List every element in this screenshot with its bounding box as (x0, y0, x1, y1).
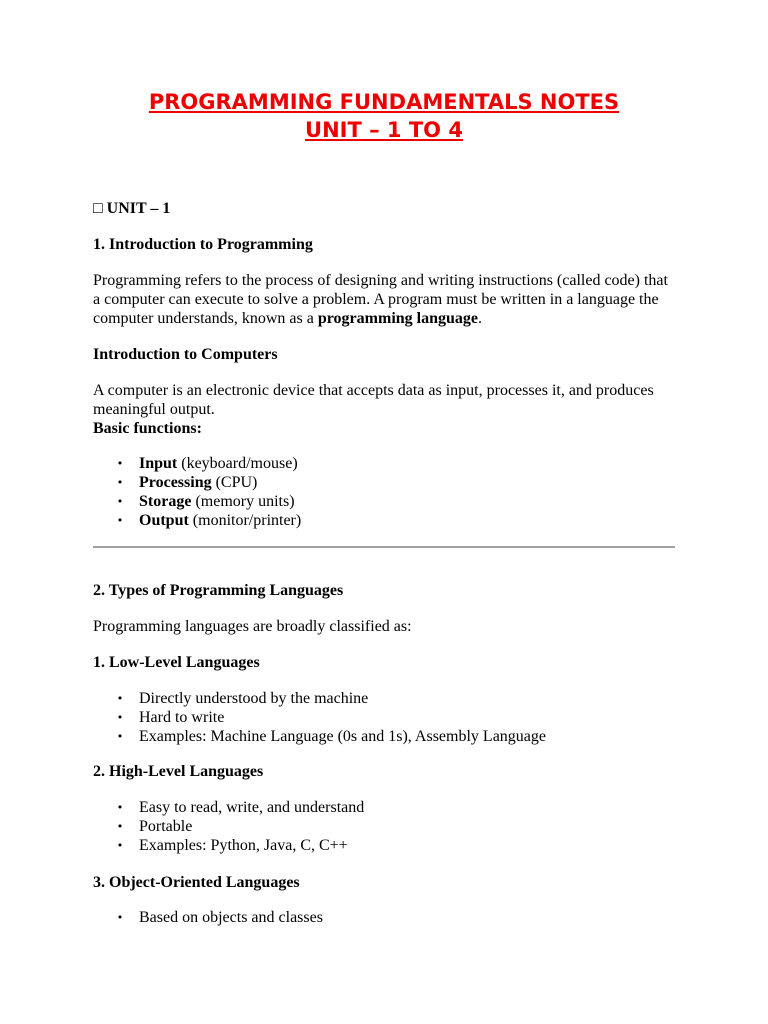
function-desc: (monitor/printer) (188, 512, 302, 529)
list-item (93, 908, 673, 927)
function-term: Processing (139, 474, 212, 491)
list-item (93, 473, 673, 492)
list-item-text: Examples: Python, Java, C, C++ (139, 837, 348, 854)
bullet-icon: • (116, 711, 124, 724)
list-item-text: Examples: Machine Language (0s and 1s), Assembly Language (139, 728, 546, 745)
bullet-icon: • (116, 457, 124, 470)
basic-functions-label: Basic functions: (93, 420, 202, 437)
bullet-icon: • (116, 476, 124, 489)
list-item-text: Directly understood by the machine (139, 690, 369, 707)
bullet-icon: • (116, 839, 124, 852)
section-heading-types: 2. Types of Programming Languages (93, 582, 344, 599)
types-intro: Programming languages are broadly classified as: (93, 618, 412, 635)
high-level-list (93, 798, 673, 855)
title-line-2: UNIT – 1 TO 4 (305, 118, 463, 142)
title-line-1: PROGRAMMING FUNDAMENTALS NOTES (148, 90, 620, 114)
list-item-text: Based on objects and classes (139, 909, 323, 926)
paragraph-text: Programming refers to the process of designing and writing instructions (called code) that a computer can execute to solve a problem. A program must be written in a language the computer understands, known as a (93, 272, 668, 327)
list-item (93, 798, 673, 817)
function-desc: (keyboard/mouse) (177, 455, 298, 472)
list-item (93, 511, 673, 530)
bullet-icon: • (116, 730, 124, 743)
unit-heading: □ UNIT – 1 (93, 200, 171, 217)
paragraph-bold-term: programming language (317, 310, 478, 327)
list-item (93, 492, 673, 511)
intro-computers-paragraph: A computer is an electronic device that accepts data as input, processes it, and produces meaningful output. (93, 382, 654, 418)
bullet-icon: • (116, 692, 124, 705)
bullet-icon: • (116, 820, 124, 833)
list-item (93, 708, 673, 727)
list-item (93, 689, 673, 708)
section-heading-intro-programming: 1. Introduction to Programming (93, 236, 313, 253)
oop-heading: 3. Object-Oriented Languages (93, 874, 300, 891)
section-heading-intro-computers: Introduction to Computers (93, 346, 278, 363)
bullet-icon: • (116, 514, 124, 527)
oop-list (93, 908, 673, 927)
list-item (93, 817, 673, 836)
function-desc: (CPU) (211, 474, 258, 491)
function-term: Output (139, 512, 189, 529)
paragraph-end: . (478, 310, 482, 327)
bullet-icon: • (116, 495, 124, 508)
intro-programming-paragraph (93, 271, 673, 328)
document-title (0, 88, 768, 144)
low-level-heading: 1. Low-Level Languages (93, 654, 260, 671)
low-level-list (93, 689, 673, 746)
list-item-text: Hard to write (139, 709, 225, 726)
list-item (93, 454, 673, 473)
list-item (93, 836, 673, 855)
function-term: Storage (139, 493, 192, 510)
function-term: Input (139, 455, 178, 472)
list-item (93, 727, 673, 746)
basic-functions-list (93, 454, 673, 530)
high-level-heading: 2. High-Level Languages (93, 763, 264, 780)
list-item-text: Portable (139, 818, 193, 835)
function-desc: (memory units) (191, 493, 295, 510)
horizontal-divider (93, 546, 675, 548)
list-item-text: Easy to read, write, and understand (139, 799, 365, 816)
bullet-icon: • (116, 911, 124, 924)
bullet-icon: • (116, 801, 124, 814)
